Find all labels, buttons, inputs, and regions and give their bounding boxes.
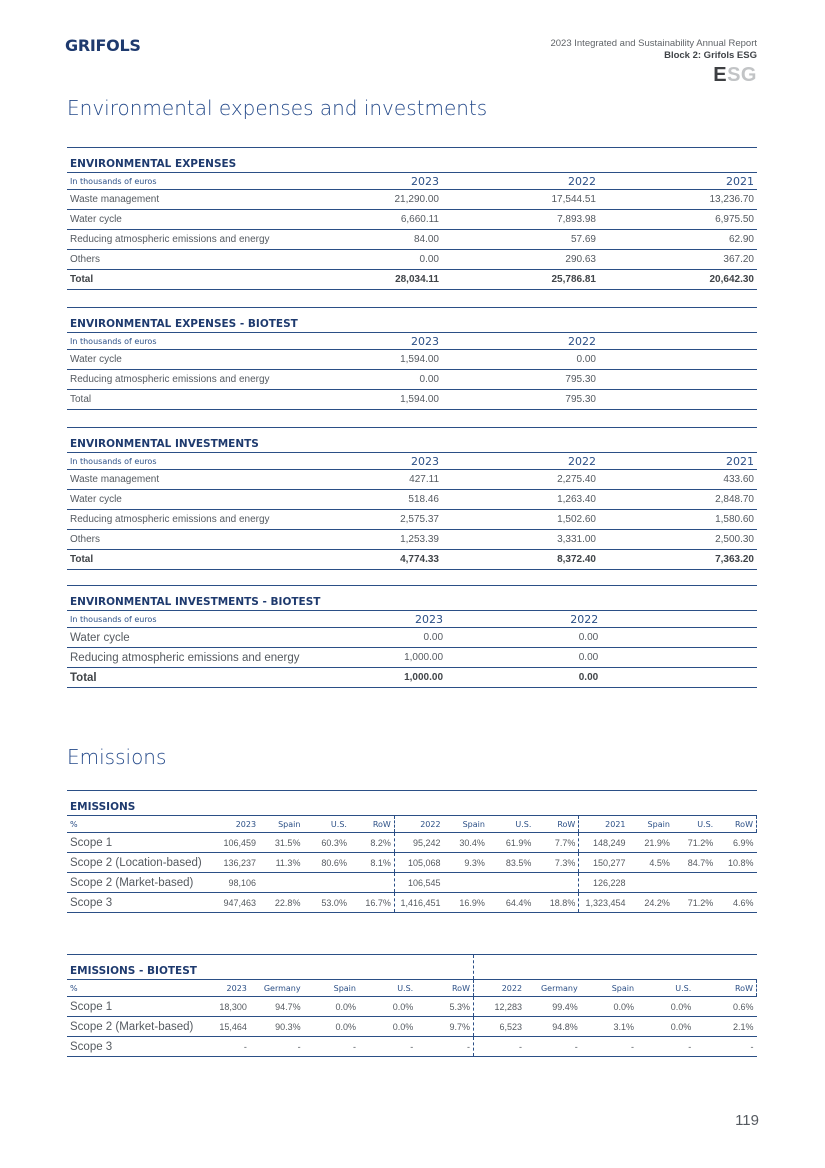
unit-label: In thousands of euros (67, 453, 297, 470)
unit-label: % (67, 816, 213, 833)
total-row: Total 28,034.11 25,786.81 20,642.30 (67, 270, 757, 290)
esg-label (713, 64, 757, 87)
year-col: 2021 (599, 453, 757, 470)
unit-label: In thousands of euros (67, 173, 297, 190)
table-row: Reducing atmospheric emissions and energy 2,575.37 1,502.60 1,580.60 (67, 510, 757, 530)
year-col: 2023 (297, 453, 442, 470)
col-header: Spain (581, 980, 637, 997)
report-header (550, 38, 757, 62)
col-header: 2023 (196, 980, 250, 997)
table-row: Total 1,594.00 795.30 (67, 390, 757, 410)
table-row: Reducing atmospheric emissions and energy 84.00 57.69 62.90 (67, 230, 757, 250)
year-col: 2021 (599, 173, 757, 190)
year-col: 2023 (297, 333, 442, 350)
col-header: 2023 (213, 816, 260, 833)
col-header: Germany (525, 980, 581, 997)
table-row: Water cycle 6,660.11 7,893.98 6,975.50 (67, 210, 757, 230)
section-title-expenses: Environmental expenses and investments (67, 96, 488, 120)
col-header: Germany (250, 980, 304, 997)
col-header: U.S. (673, 816, 716, 833)
table-row: Others 0.00 290.63 367.20 (67, 250, 757, 270)
col-header: RoW (694, 980, 756, 997)
col-header: RoW (534, 816, 578, 833)
section-title-emissions: Emissions (67, 745, 167, 769)
unit-label: In thousands of euros (67, 611, 302, 628)
year-col: 2022 (442, 173, 599, 190)
unit-label: In thousands of euros (67, 333, 297, 350)
table-row: Others 1,253.39 3,331.00 2,500.30 (67, 530, 757, 550)
table-row: Waste management 21,290.00 17,544.51 13,236.70 (67, 190, 757, 210)
col-header: 2022 (394, 816, 443, 833)
table-row: Scope 2 (Market-based) 98,106 106,545 126,228 (67, 873, 757, 893)
unit-label: % (67, 980, 196, 997)
table-title: ENVIRONMENTAL EXPENSES - BIOTEST (67, 308, 757, 333)
table-row: Water cycle 0.00 0.00 (67, 628, 757, 648)
col-header: U.S. (359, 980, 416, 997)
table-row: Scope 3 947,463 22.8% 53.0% 16.7% 1,416,451 16.9% 64.4% 18.8% 1,323,454 24.2% 71.2% 4.6% (67, 893, 757, 913)
esg-e: E (713, 64, 728, 86)
year-col: 2023 (297, 173, 442, 190)
emissions-table (67, 790, 757, 913)
year-col: 2023 (302, 611, 446, 628)
col-header: Spain (629, 816, 673, 833)
report-title: 2023 Integrated and Sustainability Annual Report (550, 38, 757, 49)
table-row: Scope 3 - - - - - - - - - - (67, 1037, 757, 1057)
col-header: Spain (444, 816, 488, 833)
col-header: RoW (416, 980, 473, 997)
env-investments-biotest-table (67, 585, 757, 688)
year-col: 2022 (442, 333, 599, 350)
total-row: Total 4,774.33 8,372.40 7,363.20 (67, 550, 757, 570)
year-col: 2022 (446, 611, 601, 628)
table-title: ENVIRONMENTAL INVESTMENTS - BIOTEST (67, 586, 757, 611)
grifols-logo: GRIFOLS (65, 36, 141, 55)
col-header: U.S. (303, 816, 350, 833)
table-title: EMISSIONS - BIOTEST (67, 955, 416, 980)
table-row: Reducing atmospheric emissions and energy 1,000.00 0.00 (67, 648, 757, 668)
year-col: 2022 (442, 453, 599, 470)
env-expenses-table (67, 147, 757, 290)
block-title: Block 2: Grifols ESG (664, 50, 757, 61)
table-row: Water cycle 518.46 1,263.40 2,848.70 (67, 490, 757, 510)
col-header: 2022 (473, 980, 525, 997)
emissions-biotest-table (67, 954, 757, 1057)
page-number: 119 (735, 1112, 759, 1129)
table-title: ENVIRONMENTAL EXPENSES (67, 148, 757, 173)
table-row: Scope 2 (Location-based) 136,237 11.3% 80.6% 8.1% 105,068 9.3% 83.5% 7.3% 150,277 4.5% 84.7% 10.8% (67, 853, 757, 873)
col-header: Spain (304, 980, 359, 997)
col-header: Spain (259, 816, 303, 833)
env-investments-table (67, 427, 757, 570)
table-row: Scope 1 106,459 31.5% 60.3% 8.2% 95,242 30.4% 61.9% 7.7% 148,249 21.9% 71.2% 6.9% (67, 833, 757, 853)
total-row: Total 1,000.00 0.00 (67, 668, 757, 688)
col-header: 2021 (579, 816, 629, 833)
table-title: EMISSIONS (67, 791, 757, 816)
table-title: ENVIRONMENTAL INVESTMENTS (67, 428, 757, 453)
col-header: RoW (350, 816, 394, 833)
table-row: Water cycle 1,594.00 0.00 (67, 350, 757, 370)
env-expenses-biotest-table (67, 307, 757, 410)
esg-sg: SG (727, 64, 757, 86)
col-header: RoW (716, 816, 756, 833)
col-header: U.S. (637, 980, 694, 997)
table-row: Scope 2 (Market-based) 15,464 90.3% 0.0% 0.0% 9.7% 6,523 94.8% 3.1% 0.0% 2.1% (67, 1017, 757, 1037)
table-row: Scope 1 18,300 94.7% 0.0% 0.0% 5.3% 12,283 99.4% 0.0% 0.0% 0.6% (67, 997, 757, 1017)
table-row: Reducing atmospheric emissions and energy 0.00 795.30 (67, 370, 757, 390)
table-row: Waste management 427.11 2,275.40 433.60 (67, 470, 757, 490)
col-header: U.S. (488, 816, 535, 833)
